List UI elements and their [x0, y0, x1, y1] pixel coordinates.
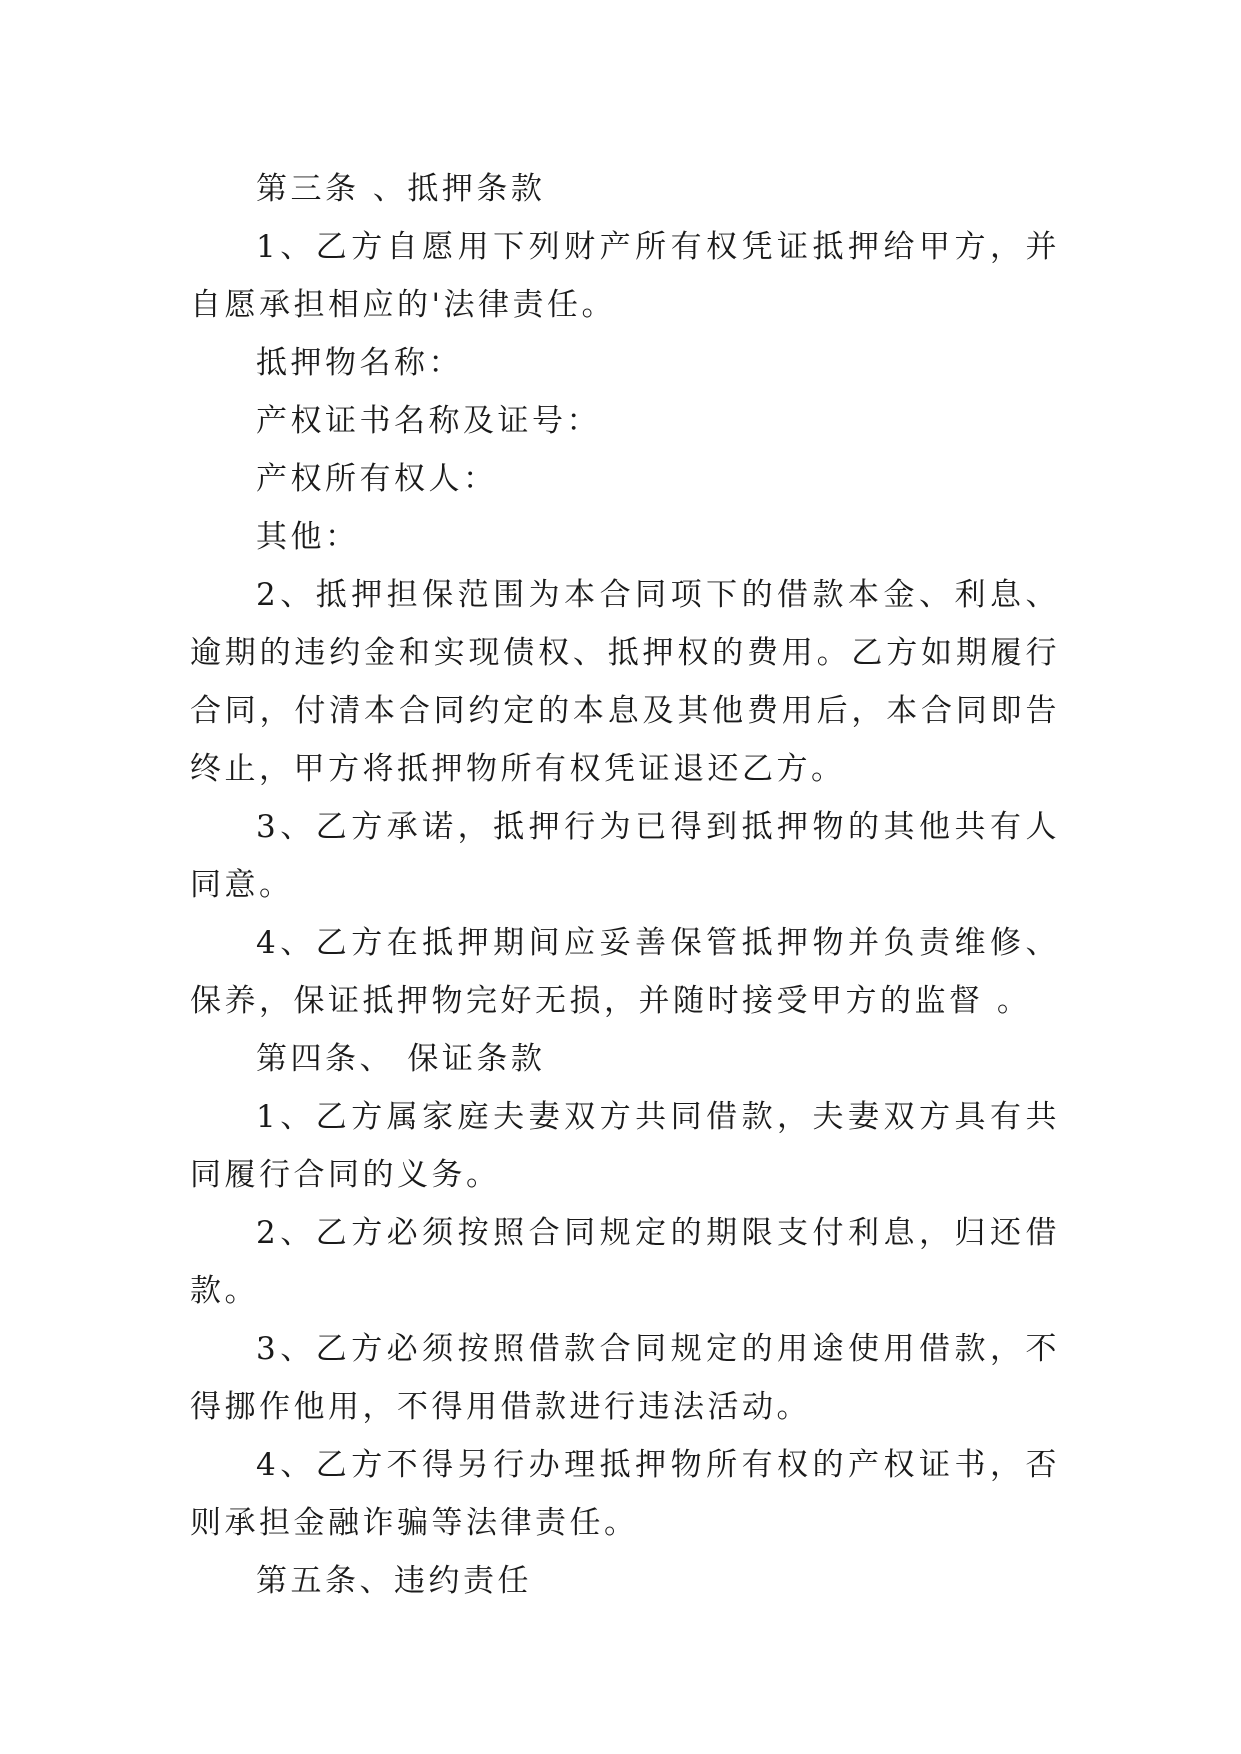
paragraph: 3、乙方承诺，抵押行为已得到抵押物的其他共有人同意。	[190, 809, 1060, 903]
other-field: 其他：	[256, 519, 360, 555]
paragraph: 4、乙方不得另行办理抵押物所有权的产权证书，否则承担金融诈骗等法律责任。	[190, 1447, 1060, 1541]
collateral-name-field: 抵押物名称：	[256, 345, 463, 381]
paragraph: 2、抵押担保范围为本合同项下的借款本金、利息、逾期的违约金和实现债权、抵押权的费用。乙方如期履行合同，付清本合同约定的本息及其他费用后，本合同即告终止，甲方将抵押物所有权凭证退还乙方。	[190, 577, 1060, 787]
document-body	[190, 160, 1060, 1610]
property-owner-field: 产权所有权人：	[256, 461, 498, 497]
paragraph: 1、乙方自愿用下列财产所有权凭证抵押给甲方，并自愿承担相应的'法律责任。	[190, 229, 1060, 323]
paragraph: 4、乙方在抵押期间应妥善保管抵押物并负责维修、保养，保证抵押物完好无损，并随时接受甲方的监督 。	[190, 925, 1060, 1019]
title-certificate-field: 产权证书名称及证号：	[256, 403, 601, 439]
paragraph: 2、乙方必须按照合同规定的期限支付利息，归还借款。	[190, 1215, 1060, 1309]
paragraph: 3、乙方必须按照借款合同规定的用途使用借款，不得挪作他用，不得用借款进行违法活动。	[190, 1331, 1060, 1425]
article-4-heading: 第四条、 保证条款	[256, 1041, 546, 1077]
article-5-heading: 第五条、违约责任	[256, 1563, 532, 1599]
paragraph: 1、乙方属家庭夫妻双方共同借款，夫妻双方具有共同履行合同的义务。	[190, 1099, 1060, 1193]
article-3-heading: 第三条 、抵押条款	[256, 171, 546, 207]
